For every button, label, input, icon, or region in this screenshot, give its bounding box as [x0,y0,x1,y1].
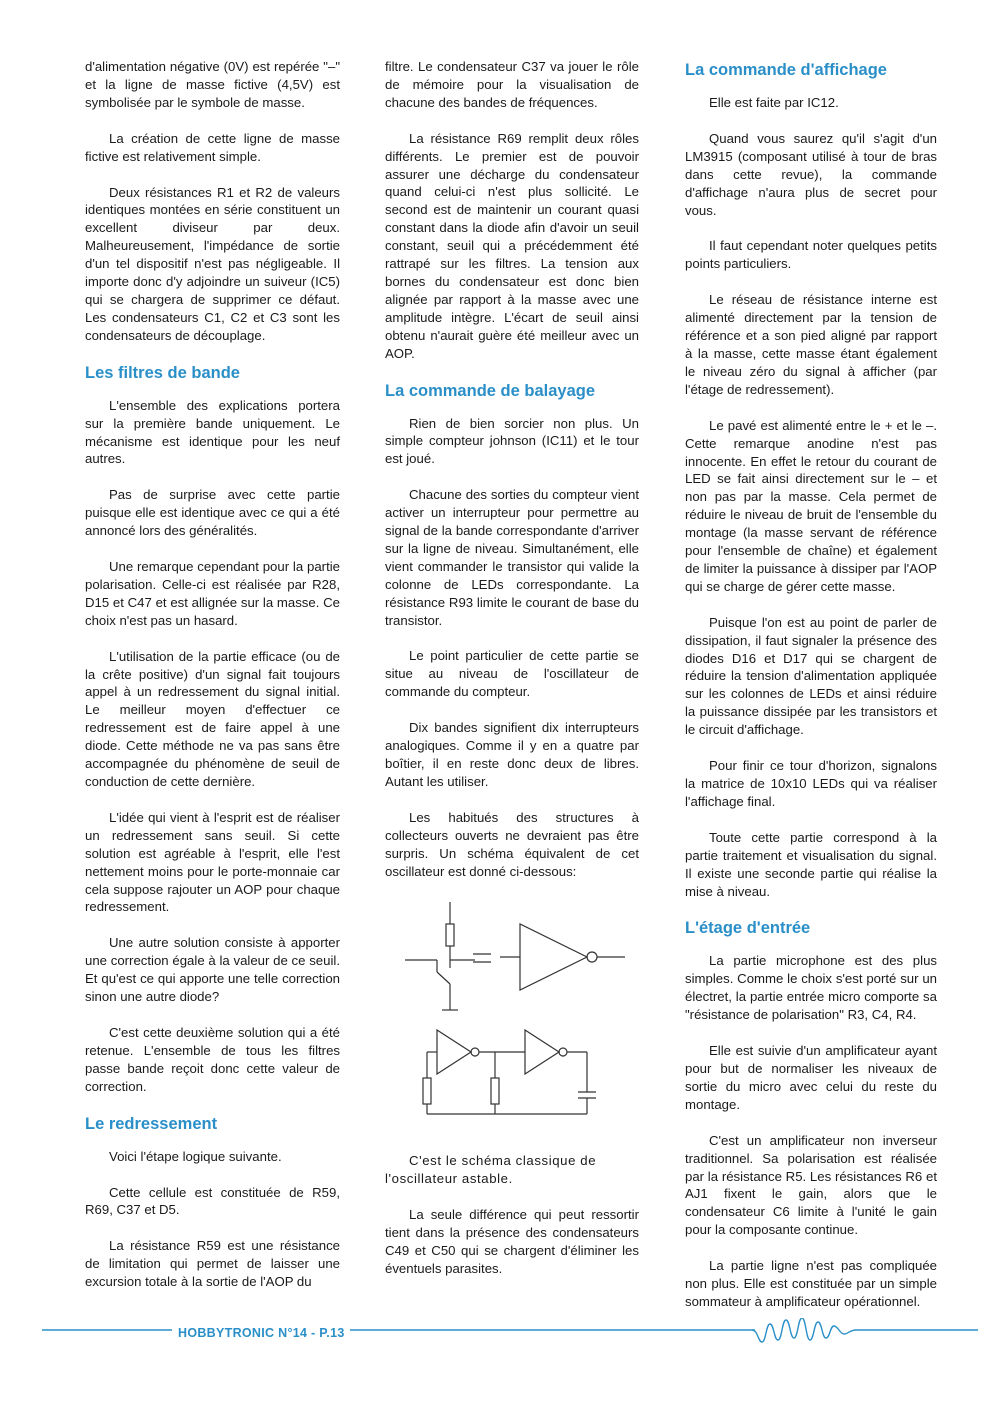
paragraph: Une remarque cependant pour la partie polarisation. Celle-ci est réalisée par R28, D15 et C47 et est allignée sur la masse. Ce choix n'est pas un hasard. [85,559,340,628]
open-collector-equivalent [405,902,625,1010]
paragraph: Puisque l'on est au point de parler de dissipation, il faut signaler la présence des diodes D16 et D17 qui se chargent de réduire la tension d'alimentation appliquée sur les colonnes de LEDs et ainsi réduire la puissance dissipée par les transistors et le circuit d'affichage. [685,614,937,738]
paragraph: C'est cette deuxième solution qui a été retenue. L'ensemble de tous les filtres passe bande reçoit donc cette valeur de correction. [85,1024,340,1094]
paragraph: Elle est suivie d'un amplificateur ayant pour but de normaliser les niveaux de sortie du micro avec celui du reste du montage. [685,1043,937,1112]
paragraph: Pour finir ce tour d'horizon, signalons la matrice de 10x10 LEDs qui va réaliser l'affichage final. [685,758,937,809]
paragraph: Chacune des sorties du compteur vient activer un interrupteur pour permettre au signal de la bande correspondante d'arriver sur la ligne de niveau. Simultanément, elle vient commander le transistor qui valide la colonne de LEDs correspondante. La résistance R93 limite le courant de base du transistor. [385,487,639,628]
paragraph: Le pavé est alimenté entre le + et le –. Cette remarque anodine n'est pas innocente. En effet le retour du courant de LED se fait ainsi directement sur le – et non pas par la masse. Cela permet de réduire le niveau de bruit de l'ensemble du montage (la masse servant de référence pour l'ensemble de chaîne) et également de limiter la puissance à dissiper par l'AOP qui se charge de gérer cette masse. [685,417,937,594]
paragraph: Le réseau de résistance interne est alimenté directement par la tension de référence et a son pied aligné par rapport à la masse, cette masse étant également le niveau zéro du signal à afficher (par l'étage de redressement). [685,292,937,397]
oscillator-schematic [395,902,635,1142]
paragraph: Quand vous saurez qu'il s'agit d'un LM3915 (composant utilisé à tour de bras dans cette revue), la commande d'affichage n'aura plus de secret pour vous. [685,130,937,218]
waveform-icon [752,1318,856,1342]
footer-rule [0,1318,992,1348]
paragraph: La résistance R59 est une résistance de limitation qui permet de laisser une excursion totale à la sortie de l'AOP du [85,1238,340,1290]
paragraph: La partie microphone est des plus simples. Comme le choix s'est porté sur un électret, la partie entrée micro comporte sa "résistance de polarisation" R3, C4, R4. [685,953,937,1023]
section-heading-redressement: Le redressement [85,1114,218,1133]
paragraph: Elle est faite par IC12. [709,95,839,110]
paragraph: Cette cellule est constituée de R59, R69, C37 et D5. [85,1184,340,1218]
paragraph: Pas de surprise avec cette partie puisque elle est identique avec ce qui a été annoncé lors des généralités. [85,487,340,539]
paragraph: Toute cette partie correspond à la partie traitement et visualisation du signal. Il existe une seconde partie qui réalise la mise à niveau. [685,829,937,899]
paragraph: d'alimentation négative (0V) est repérée "–" et la ligne de masse fictive (4,5V) est symbolisée par le symbole de masse. [85,59,340,110]
paragraph: Il faut cependant noter quelques petits points particuliers. [685,238,937,272]
paragraph: Deux résistances R1 et R2 de valeurs identiques montées en série constituent un excellent diviseur par deux. Malheureusement, l'impédance de sortie d'un tel dispositif n'est pas négligeable. Il importe donc d'y adjoindre un suiveur (IC5) qui se chargera de supprimer ce défaut. Les condensateurs C1, C2 et C3 sont les condensateurs de découplage. [85,184,340,343]
column-1 [85,58,340,1309]
figure-caption: C'est le schéma classique de l'oscillateur astable. [385,1153,597,1187]
paragraph: Les habitués des structures à collecteurs ouverts ne devraient pas être surpris. Un schéma équivalent de cet oscillateur est donné ci-dessous: [385,809,639,879]
column-3 [685,58,937,1329]
section-heading-affichage: La commande d'affichage [685,61,887,79]
paragraph: La seule différence qui peut ressortir tient dans la présence des condensateurs C49 et C50 qui se chargent d'éliminer les éventuels parasites. [385,1207,639,1276]
paragraph: L'utilisation de la partie efficace (ou de la crête positive) d'un signal fait toujours appel à un redressement du signal initial. Le meilleur moyen d'effectuer ce redressement est de faire appel à une diode. Cette méthode ne va pas sans être accompagnée du phénomène de seuil de conduction de cette dernière. [85,648,340,789]
paragraph: filtre. Le condensateur C37 va jouer le rôle de mémoire pour la visualisation de chacune des bandes de fréquences. [385,59,639,110]
paragraph: La création de cette ligne de masse fictive est relativement simple. [85,130,340,164]
astable-oscillator [423,1030,596,1114]
paragraph: Une autre solution consiste à apporter une correction égale à la valeur de ce seuil. Et qu'est ce qui apporte une telle correction sinon une autre diode? [85,935,340,1005]
paragraph: La partie ligne n'est pas compliquée non plus. Elle est constituée par un simple sommateur à amplificateur opérationnel. [685,1258,937,1309]
paragraph: L'ensemble des explications portera sur la première bande uniquement. Le mécanisme est identique pour les neuf autres. [85,397,340,467]
page-footer: HOBBYTRONIC N°14 - P.13 [178,1326,345,1340]
section-heading-balayage: La commande de balayage [385,381,595,400]
paragraph: Dix bandes signifient dix interrupteurs analogiques. Comme il y en a quatre par boîtier, il en reste donc deux de libres. Autant les utiliser. [385,720,639,789]
paragraph: Le point particulier de cette partie se situe au niveau de l'oscillateur de commande du compteur. [385,648,639,700]
paragraph: C'est un amplificateur non inverseur traditionnel. Sa polarisation est réalisée par la résistance R5. Les résistances R6 et AJ1 fixent le gain, alors que le condensateur C6 limite à l'unité le gain pour la composante continue. [685,1132,937,1238]
section-heading-filtres: Les filtres de bande [85,363,240,382]
column-2 [385,58,639,1296]
section-heading-entree: L'étage d'entrée [685,919,811,938]
paragraph: La résistance R69 remplit deux rôles différents. Le premier est de pouvoir assurer une décharge du condensateur quand celui-ci n'est plus sollicité. Le second est de maintenir un courant quasi constant dans la diode afin d'avoir un seuil constant, seuil qui a précédemment été rattrapé sur les filtres. La tension aux bornes du condensateur est donc bien alignée par rapport à la masse avec une amplitude intègre. L'écart de seuil ainsi obtenu n'aurait guère été meilleur avec un AOP. [385,130,639,361]
paragraph: Voici l'étape logique suivante. [109,1148,282,1164]
paragraph: L'idée qui vient à l'esprit est de réaliser un redressement sans seuil. Si cette solution est agréable à l'esprit, elle l'est nettement moins pour le porte-monnaie car cela suppose rajouter un AOP pour chaque redressement. [85,809,340,915]
paragraph: Rien de bien sorcier non plus. Un simple compteur johnson (IC11) et le tour est joué. [385,415,639,467]
